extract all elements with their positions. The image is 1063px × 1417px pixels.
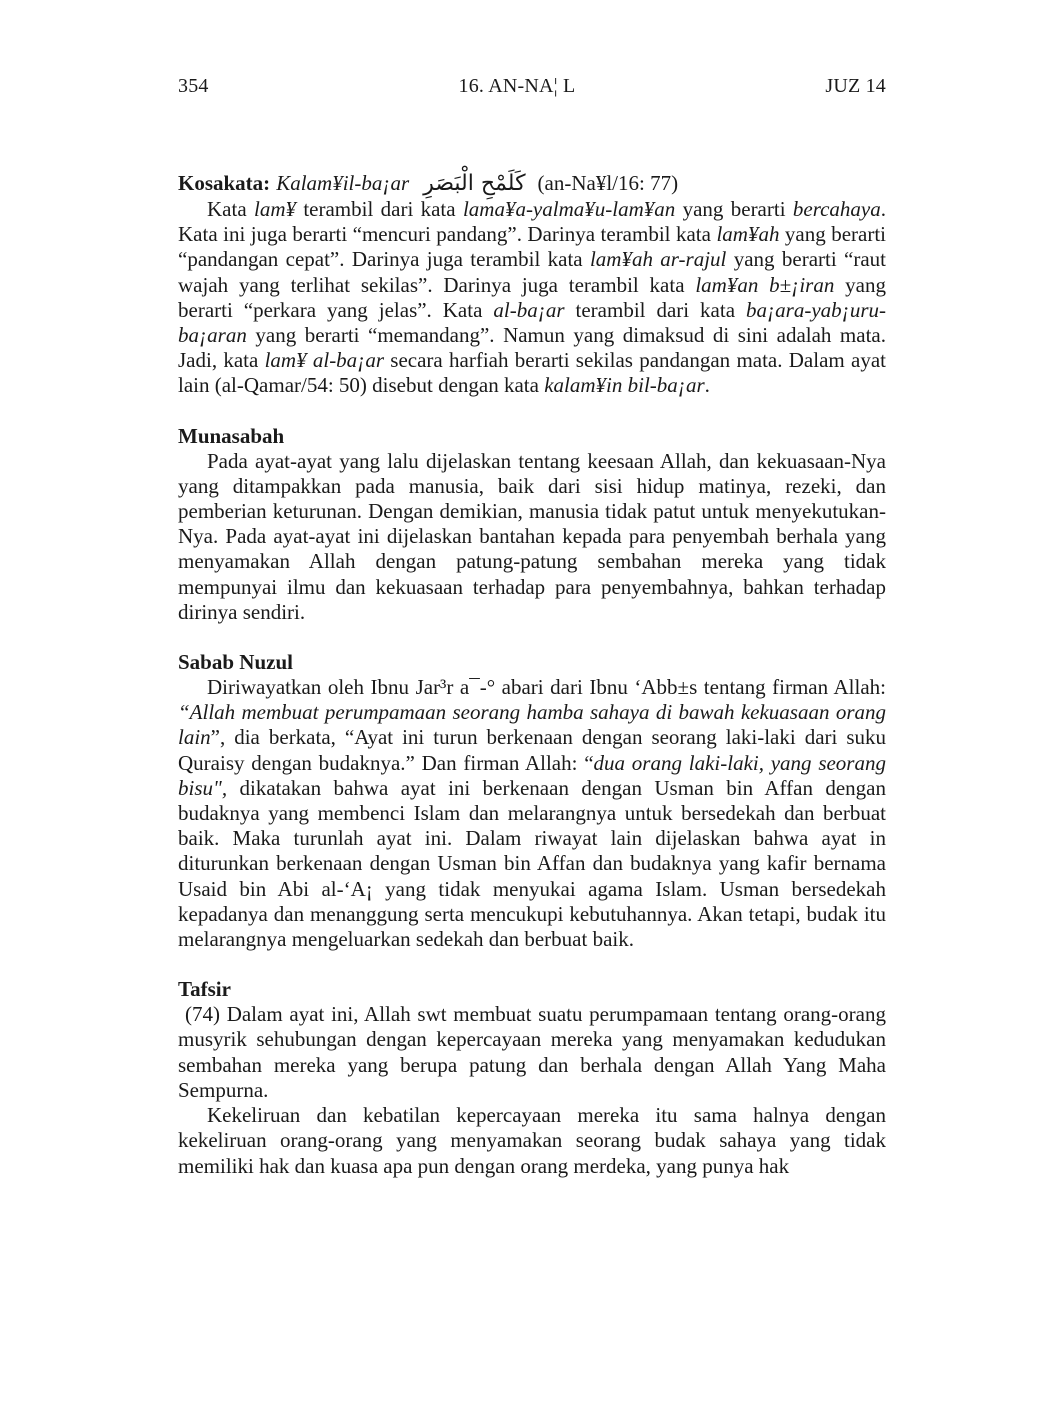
kosakata-label: Kosakata:: [178, 171, 271, 195]
italic-term: lam¥: [253, 197, 296, 221]
italic-term: “Allah membuat perumpamaan seorang hamba sahaya di bawah kekuasaan orang lain: [178, 700, 886, 750]
italic-term: lam¥ah: [716, 222, 780, 247]
text-run: terambil dari kata: [295, 197, 463, 221]
italic-term: dua orang laki-laki, yang seorang bisu",: [178, 750, 886, 800]
book-page: [178, 72, 886, 1179]
text-run: Kekeliruan dan kebatilan kepercayaan mereka itu sama halnya dengan kekeliruan orang-orang yang menyamakan seorang budak sahaya yang tidak memiliki hak dan kuasa apa pun dengan orang merdeka, yang punya hak: [178, 1103, 886, 1178]
kosakata-reference: (an-Na¥l/16: 77): [537, 171, 679, 195]
italic-term: ba¡ara-yab¡uru-ba¡aran: [178, 297, 886, 348]
text-run: Pada ayat-ayat yang lalu dijelaskan tentang keesaan Allah, dan kekuasaan-Nya yang ditampakkan pada manusia, baik dari sisi hidup matinya, rezeki, dan pemberian keturunan. Dengan demikian, manusia tidak patut untuk menyekutukan-Nya. Pada ayat-ayat ini dijelaskan bantahan kepada para penyembah berhala yang menyamakan Allah dengan patung-patung sembahan mereka yang tidak mempunyai ilmu dan kekuasaan terhadap para penyembahnya, bahkan terhadap dirinya sendiri.: [178, 448, 886, 624]
text-run: (74) Dalam ayat ini, Allah swt membuat suatu perumpamaan tentang orang-orang musyrik sehubungan dengan kepercayaan mereka yang menyamakan kedudukan sembahan mereka yang berupa patung dan berhala dengan Allah Yang Maha Sempurna.: [178, 1002, 886, 1102]
page-number: 354: [178, 75, 209, 97]
text-run: .: [704, 373, 710, 398]
munasabah-paragraph: [178, 449, 886, 625]
text-run: . Kata ini juga berarti “mencuri pandang”. Darinya terambil kata: [178, 197, 886, 247]
text-run: terambil dari kata: [564, 297, 746, 322]
tafsir-paragraph-1: [178, 1002, 886, 1103]
text-run: yang berarti: [675, 197, 793, 221]
kosakata-arabic: كَلَمْحِ الْبَصَرِ: [423, 171, 526, 196]
text-run: Diriwayatkan oleh Ibnu Jar³r a¯-° abari dari Ibnu ‘Abb±s tentang firman Allah:: [207, 675, 886, 700]
italic-term: lam¥ al-ba¡ar: [264, 348, 385, 373]
text-run: yang berarti “pandangan cepat”. Darinya juga terambil kata: [178, 222, 886, 272]
sabab-nuzul-paragraph: [178, 675, 886, 952]
running-header: [178, 72, 886, 100]
kosakata-paragraph: [178, 197, 886, 399]
italic-term: bercahaya: [792, 197, 881, 221]
munasabah-heading: Munasabah: [178, 423, 285, 448]
surah-title: 16. AN-NA¦ L: [458, 75, 576, 97]
italic-term: lam¥ah ar-rajul: [589, 247, 727, 272]
text-run: dikatakan bahwa ayat ini berkenaan dengan Usman bin Affan dengan budaknya yang membenci Islam dan melarangnya untuk bersedekah dan berbuat baik. Maka turunlah ayat ini. Dalam riwayat lain dijelaskan bahwa ayat in diturunkan berkenaan dengan Usman bin Affan dan budaknya yang kafir bernama Usaid bin Abi al-‘A¡ yang tidak menyukai agama Islam. Usman bersedekah kepadanya dan menanggung serta mencukupi kebutuhannya. Akan tetapi, budak itu melarangnya mengeluarkan sedekah dan berbuat baik.: [178, 775, 886, 952]
sabab-nuzul-heading: Sabab Nuzul: [178, 650, 293, 675]
tafsir-heading: Tafsir: [178, 977, 231, 1002]
text-run: Kata: [207, 197, 254, 221]
italic-term: lam¥an b±¡iran: [695, 272, 835, 297]
text-run: yang berarti “raut wajah yang terlihat sekilas”. Darinya juga terambil kata: [178, 247, 887, 297]
text-run: ”, dia berkata, “Ayat ini turun berkenaan dengan seorang laki-laki dari suku Quraisy dengan budaknya.” Dan firman Allah: “: [178, 725, 886, 775]
italic-term: kalam¥in bil-ba¡ar: [544, 373, 705, 398]
italic-term: lama¥a-yalma¥u-lam¥an: [462, 197, 676, 221]
italic-term: al-ba¡ar: [493, 297, 565, 322]
text-run: yang berarti “perkara yang jelas”. Kata: [178, 272, 886, 322]
kosakata-line: [178, 170, 886, 197]
tafsir-paragraph-2: [178, 1103, 886, 1179]
text-run: yang berarti “memandang”. Namun yang dimaksud di sini adalah mata. Jadi, kata: [178, 323, 886, 373]
kosakata-term: Kalam¥il-ba¡ar: [276, 171, 410, 195]
juz-label: JUZ 14: [825, 75, 886, 97]
text-run: secara harfiah berarti sekilas pandangan mata. Dalam ayat lain (al-Qamar/54: 50) disebut dengan kata: [178, 348, 886, 398]
